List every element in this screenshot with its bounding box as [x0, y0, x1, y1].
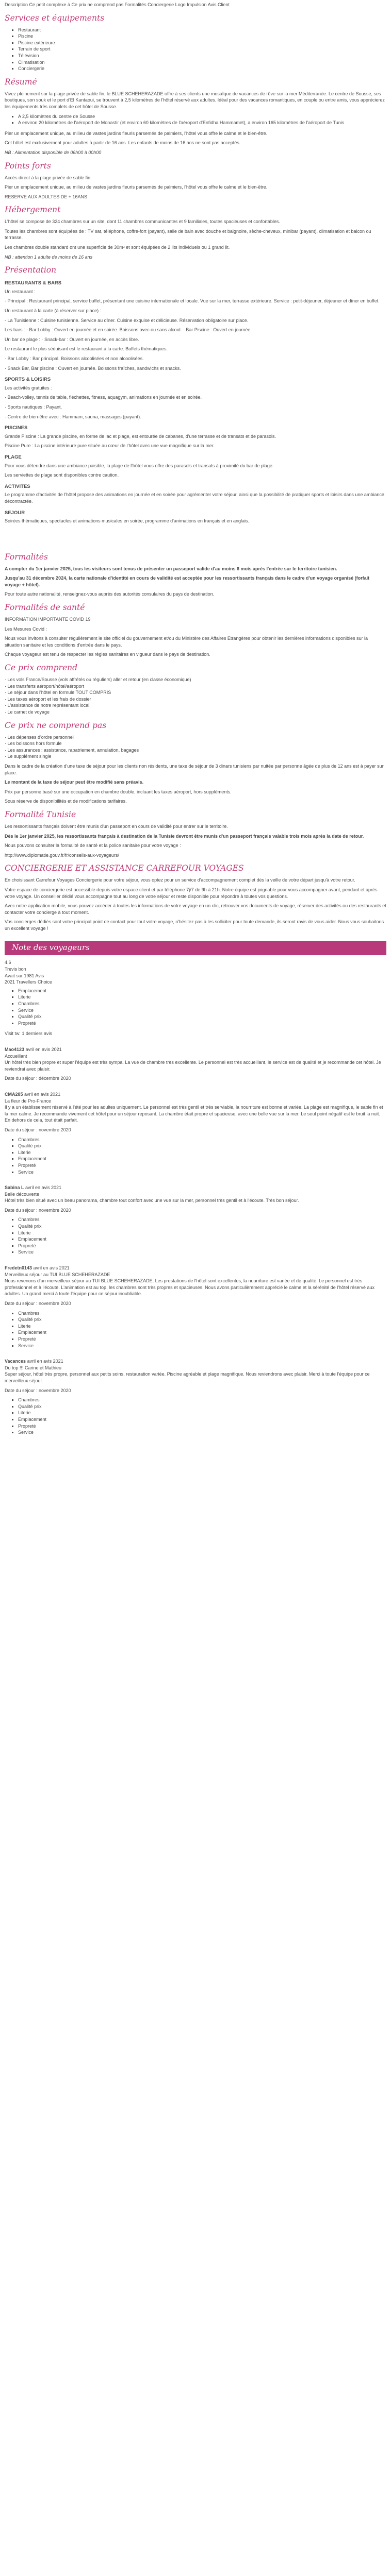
ne-comprend-item: · Les boissons hors formule — [5, 741, 62, 747]
tag: ▪ Literie — [18, 1410, 386, 1416]
review-title: Merveilleux séjour au TUI BLUE SCHEHERAZADE — [5, 1272, 110, 1277]
review-date-sejour: Date du séjour : novembre 2020 — [5, 1127, 71, 1132]
ce-prix-comprend-title: Ce prix comprend — [5, 663, 78, 673]
service-item: ▪ Terrain de sport — [18, 46, 386, 53]
tag: ▪ Literie — [18, 1149, 386, 1156]
tag: ▪ Chambres — [18, 1397, 386, 1403]
points-forts-title: Points forts — [5, 161, 51, 171]
resume-text: Cet hôtel est exclusivement pour adultes à partir de 16 ans. Les enfants de moins de 16 ans ne sont pas acceptés. — [5, 140, 241, 146]
sante-text: INFORMATION IMPORTANTE COVID 19 — [5, 617, 91, 622]
comprend-item: · Le carnet de voyage — [5, 709, 50, 715]
presentation-text: · Bar Lobby : Bar principal. Boissons alcoolisées et non alcoolisées. — [5, 356, 144, 361]
sante-text: Nous vous invitons à consulter régulièrement le site officiel du gouvernement et/ou du Ministère des Affaires Étrangères pour obtenir les dernières informations disponibles sur la situation sanitaire et les conditions d'entrée dans le pays. — [5, 636, 368, 648]
presentation-text: Les serviettes de plage sont disponibles contre caution. — [5, 472, 119, 478]
rating-label: Trevis bon — [5, 967, 26, 972]
formalites-sante-title: Formalités de santé — [5, 603, 85, 613]
review-tags — [5, 1216, 386, 1256]
tag: ▪ Qualité prix — [18, 1013, 386, 1020]
hebergement-text: Les chambres double standard ont une superficie de 30m² et sont équipées de 2 lits individuels ou 1 grand lit. — [5, 245, 230, 250]
review-date: avril en avis 2021 — [24, 1091, 61, 1097]
tunisie-text: Dès le 1er janvier 2025, les ressortissants français à destination de la Tunisie devront être munis d'un passeport français valable trois mois après la date de retour. — [5, 833, 364, 839]
rating-note: Visit tw: 1 derniers avis — [5, 1031, 52, 1037]
review-card — [5, 1358, 386, 1436]
review-date-sejour: Date du séjour : décembre 2020 — [5, 1076, 71, 1081]
review-date: avril en avis 2021 — [33, 1265, 70, 1271]
review-card — [5, 1046, 386, 1082]
service-item: ▪ Télévision — [18, 53, 386, 59]
review-tags — [5, 1397, 386, 1436]
tag: ▪ Propreté — [18, 1243, 386, 1249]
sejour-heading: SEJOUR — [5, 510, 25, 516]
tag: ▪ Propreté — [18, 1162, 386, 1169]
sante-text: Chaque voyageur est tenu de respecter les règles sanitaires en vigueur dans le pays de destination. — [5, 652, 210, 657]
notes-banner: Note des voyageurs — [5, 941, 386, 955]
sante-text: Les Mesures Covid : — [5, 626, 47, 632]
review-text: Hôtel très bien situé avec un beau panorama, chambre tout confort avec une vue sur la mer, personnel très gentil et à l'écoute. Très bon séjour. — [5, 1198, 299, 1204]
review-date-sejour: Date du séjour : novembre 2020 — [5, 1387, 71, 1393]
points-forts-text: Pier un emplacement unique, au milieu de vastes jardins fleuris parsemés de palmiers, l'hôtel vous offre le calme et le bien-être. — [5, 184, 268, 190]
hebergement-note: NB : attention 1 adulte de moins de 16 ans — [5, 254, 93, 260]
tag: ▪ Service — [18, 1429, 386, 1436]
presentation-text: · Snack Bar, Bar piscine : Ouvert en journée. Boissons fraîches, sandwichs et snacks. — [5, 365, 181, 371]
piscines-heading: PISCINES — [5, 425, 28, 431]
review-text: Super séjour, hôtel très propre, personnel aux petits soins, restauration variée. Piscine agréable et plage magnifique. Nous reviendrons avec plaisir. Merci à toute l'équipe pour ce merveilleux séjour. — [5, 1371, 370, 1383]
comprend-item: · Les taxes aéroport et les frais de dossier — [5, 696, 91, 702]
presentation-text: Pour vous détendre dans une ambiance paisible, la plage de l'hôtel vous offre des parasols et transats à proximité du bar de plage. — [5, 463, 274, 468]
review-title: La fleur de Pro-France — [5, 1098, 52, 1104]
review-title: Du top !!! Carine et Mathieu — [5, 1365, 62, 1370]
tunisie-text: Nous pouvons consulter la formalité de santé et la police sanitaire pour votre voyage : — [5, 843, 181, 849]
services-title: Services et équipements — [5, 13, 105, 23]
service-item: ▪ Conciergerie — [18, 65, 386, 72]
points-forts-text: RESERVE AUX ADULTES DE + 16ANS — [5, 194, 87, 199]
conciergerie-text: Vos concierges dédiés sont votre principal point de contact pour tout votre voyage, n'hésitez pas à les solliciter pour toute demande, ils seront ravis de vous aider. Nous vous souhaitons un excellent voyage ! — [5, 919, 384, 931]
resume-item: ▪ A environ 20 kilomètres de l'aéroport de Monastir (et environ 60 kilomètres de l'aéroport d'Enfidha Hammamet), a environ 165 kilomètres de l'aéroport de Tunis — [18, 120, 386, 126]
review-date-sejour: Date du séjour : novembre 2020 — [5, 1207, 71, 1213]
tag: ▪ Emplacement — [18, 1329, 386, 1336]
tag: ▪ Emplacement — [18, 1236, 386, 1243]
restaurants-heading: RESTAURANTS & BARS — [5, 280, 62, 286]
formalite-tunisie-title: Formalité Tunisie — [5, 809, 76, 819]
review-date: avril en avis 2021 — [25, 1185, 62, 1191]
tag: ▪ Emplacement — [18, 1156, 386, 1162]
review-date: avril en avis 2021 — [25, 1047, 62, 1052]
review-card — [5, 1091, 386, 1175]
tunisie-text: Les ressortissants français doivent être munis d'un passeport en cours de validité pour entrer sur le territoire. — [5, 823, 228, 829]
conciergerie-text: Votre espace de conciergerie est accessible depuis votre espace client et par téléphone 7j/7 de 9h à 21h. Notre équipe est joignable pour vous accompagner avant, pendant et après votre voyage. Un conseiller dédié vous accompagne tout au long de votre séjour et reste disponible pour répondre à toutes vos questions. — [5, 887, 378, 899]
activites-heading: ACTIVITES — [5, 483, 30, 489]
tag: ▪ Chambres — [18, 1216, 386, 1223]
tag: ▪ Literie — [18, 994, 386, 1001]
top-links[interactable]: Description Ce petit complexe à Ce prix ne comprend pas Formalités Conciergerie Logo Impulsion Avis Client — [5, 2, 230, 7]
review-date-sejour: Date du séjour : novembre 2020 — [5, 1301, 71, 1306]
presentation-text: Le restaurant le plus séduisant est le restaurant à la carte. Buffets thématiques. — [5, 346, 168, 352]
resume-list — [5, 113, 386, 126]
presentation-text: · Beach-volley, tennis de table, fléchettes, fitness, aquagym, animations en journée et en soirée. — [5, 395, 202, 400]
tag: ▪ Propreté — [18, 1336, 386, 1343]
conciergerie-text: En choisissant Carrefour Voyages Conciergerie pour votre séjour, vous optez pour un service d'accompagnement complet dès la veille de votre départ jusqu'à votre retour. — [5, 877, 355, 883]
presentation-text: Un restaurant : — [5, 289, 36, 294]
presentation-text: - Principal : Restaurant principal, service buffet, présentant une cuisine internationale et locale. Vue sur la mer, terrasse extérieure. Service : petit-déjeuner, déjeuner et dîner en buffet. — [5, 298, 380, 304]
formalites-text: A compter du 1er janvier 2025, tous les visiteurs sont tenus de présenter un passeport valide d'au moins 6 mois après l'entrée sur le territoire tunisien. — [5, 566, 337, 571]
conciergerie-title: CONCIERGERIE ET ASSISTANCE CARREFOUR VOYAGES — [5, 863, 244, 873]
ne-comprend-item: · Le supplément single — [5, 754, 52, 759]
tag: ▪ Literie — [18, 1230, 386, 1236]
presentation-title: Présentation — [5, 265, 57, 275]
ne-comprend-text: Dans le cadre de la création d'une taxe de séjour pour les clients non résidents, une taxe de séjour de 3 dinars tunisiens par nuitée par personne âgée de plus de 12 ans est à payer sur place. — [5, 763, 384, 775]
review-card — [5, 1184, 386, 1256]
formalites-text: Jusqu'au 31 décembre 2024, la carte nationale d'identité en cours de validité est acceptée pour les ressortissants français dans le cadre d'un voyage organisé (forfait voyage + hôtel). — [5, 575, 370, 587]
comprend-item: · Les vols France/Sousse (vols affrétés ou réguliers) aller et retour (en classe économique) — [5, 677, 191, 683]
presentation-text: Piscine Pure : La piscine intérieure pure située au cœur de l'hôtel avec une vue magnifique sur la mer. — [5, 443, 215, 449]
ne-comprend-item: · Les assurances : assistance, rapatriement, annulation, bagages — [5, 747, 139, 753]
presentation-text: Grande Piscine : La grande piscine, en forme de lac et plage, est entourée de cabanes, d'une terrasse et de transats et de parasols. — [5, 433, 276, 439]
hebergement-title: Hébergement — [5, 205, 61, 215]
review-title: Belle découverte — [5, 1191, 40, 1197]
presentation-text: Un bar de plage : · Snack-bar : Ouvert en journée, en accès libre. — [5, 336, 139, 342]
resume-text: Pier un emplacement unique, au milieu de vastes jardins fleuris parsemés de palmiers, l'hôtel vous offre le calme et le bien-être. — [5, 130, 268, 136]
presentation-text: Soirées thématiques, spectacles et animations musicales en soirée, programme d'animations en français et en anglais. — [5, 518, 249, 524]
review-summary — [5, 959, 386, 1037]
resume-note: NB : Alimentation disponible de 06h00 à 00h00 — [5, 149, 102, 155]
tag: ▪ Emplacement — [18, 988, 386, 994]
formalites-title: Formalités — [5, 552, 48, 562]
ne-comprend-text: Le montant de la taxe de séjour peut être modifié sans préavis. — [5, 779, 144, 785]
comprend-item: · Les transferts aéroport/hôtel/aéroport — [5, 683, 85, 689]
presentation-text: Un restaurant à la carte (à réserver sur place) : — [5, 308, 102, 314]
presentation-text: Les bars : - Bar Lobby : Ouvert en journée et en soirée. Boissons avec ou sans alcool. · Bar Piscine : Ouvert en journée. — [5, 327, 252, 333]
formalites-text: Pour toute autre nationalité, renseignez-vous auprès des autorités consulaires du pays de destination. — [5, 591, 215, 597]
hebergement-text: Toutes les chambres sont équipées de : TV sat, téléphone, coffre-fort (payant), salle de bain avec douche et baignoire, sèche-cheveux, minibar (payant), climatisation et balcon ou terrasse. — [5, 228, 371, 241]
tag: ▪ Qualité prix — [18, 1223, 386, 1230]
tag: ▪ Service — [18, 1007, 386, 1014]
sports-heading: SPORTS & LOISIRS — [5, 377, 51, 383]
tag: ▪ Service — [18, 1249, 386, 1256]
review-tags — [5, 1137, 386, 1176]
conciergerie-text: Avec notre application mobile, vous pouvez accéder à toutes les informations de votre voyage en un clic, retrouver vos documents de voyage, réserver des activités ou des restaurants et contacter votre concierge à tout moment. — [5, 903, 386, 915]
review-text: Nous revenons d'un merveilleux séjour au TUI BLUE SCHEHERAZADE. Les prestations de l'hôtel sont excellentes, la nourriture est variée et de qualité. Le personnel est très professionnel et à l'écoute. L'animation est au top, les chambres sont très propres et spacieuses. Nous avons particulièrement apprécié le calme et la sérénité de l'hôtel réservé aux adultes. Un grand merci à toute l'équipe pour ce séjour inoubliable. — [5, 1278, 375, 1297]
ne-comprend-item: · Les dépenses d'ordre personnel — [5, 734, 74, 740]
review-tags — [5, 1310, 386, 1349]
review-text: Un hôtel très bien propre et super l'équipe est très sympa. La vue de chambre très excellente. Le personnel est très accueillant, le service est de qualité et je recommande cet hôtel. Je reviendrai avec plaisir. — [5, 1060, 381, 1072]
review-author: CMA285 — [5, 1091, 23, 1097]
presentation-text: · Sports nautiques : Payant. — [5, 404, 62, 410]
tag: ▪ Qualité prix — [18, 1143, 386, 1149]
review-date: avril en avis 2021 — [27, 1359, 63, 1364]
ne-comprend-text: Sous réserve de disponibilités et de modifications tarifaires. — [5, 799, 127, 804]
comprend-item: · Le séjour dans l'hôtel en formule TOUT COMPRIS — [5, 690, 111, 696]
plage-heading: PLAGE — [5, 454, 22, 460]
tag: ▪ Chambres — [18, 1001, 386, 1007]
tag: ▪ Literie — [18, 1323, 386, 1330]
rating-value: 4.6 — [5, 960, 11, 965]
review-text: Il y a un établissement réservé à l'été pour les adultes uniquement. Le personnel est très gentil et très serviable, la nourriture est bonne et variée. La plage est magnifique, le sable fin et la mer calme. Je recommande vivement cet hôtel pour un séjour reposant. La chambre était propre et spacieuse, avec une belle vue sur la mer. Le seul point négatif est le bruit la nuit. En dehors de cela, tout était parfait. — [5, 1105, 383, 1123]
tag: ▪ Qualité prix — [18, 1403, 386, 1410]
hebergement-text: L'hôtel se compose de 324 chambres sur un site, dont 11 chambres communicantes et 9 familiales, toutes spacieuses et confortables. — [5, 219, 280, 225]
points-forts-text: Accès direct à la plage privée de sable fin — [5, 175, 91, 180]
service-item: ▪ Climatisation — [18, 59, 386, 66]
ce-prix-ne-comprend-title: Ce prix ne comprend pas — [5, 720, 107, 730]
tunisie-link[interactable]: http://www.diplomatie.gouv.fr/fr/conseils-aux-voyageurs/ — [5, 852, 119, 858]
presentation-text: - La Tunisienne : Cuisine tunisienne. Service au dîner. Cuisine exquise et délicieuse. Réservation obligatoire sur place. — [5, 317, 249, 323]
tag: ▪ Chambres — [18, 1137, 386, 1143]
service-item: ▪ Restaurant — [18, 27, 386, 33]
tag: ▪ Service — [18, 1343, 386, 1349]
presentation-text: Le programme d'activités de l'hôtel propose des animations en journée et en soirée pour agrémenter votre séjour, ainsi que la possibilité de pratiquer sports et loisirs dans une ambiance décontractée. — [5, 492, 384, 504]
rating-tags — [5, 988, 386, 1027]
resume-text: Vivez pleinement sur la plage privée de sable fin, le BLUE SCHEHERAZADE offre à ses clients une mosaïque de vacances de rêve sur la mer Méditerranée. Le centre de Sousse, ses boutiques, son souk et le port d'El Kantaoui, se trouvent à 2,5 kilomètres de l'hôtel réservé aux adultes. Idéal pour des vacances romantiques, en couple ou entre amis, vous apprécierez les équipements très complets de cet hôtel de Sousse. — [5, 91, 385, 109]
tag: ▪ Qualité prix — [18, 1316, 386, 1323]
service-item: ▪ Piscine — [18, 33, 386, 40]
review-author: Vacances — [5, 1359, 26, 1364]
presentation-text: · Centre de bien-être avec : Hammam, sauna, massages (payant). — [5, 414, 141, 419]
rating-count: Avait sur 1981 Avis — [5, 973, 44, 978]
tag: ▪ Propreté — [18, 1423, 386, 1430]
review-card — [5, 1265, 386, 1349]
tag: ▪ Emplacement — [18, 1416, 386, 1423]
review-author: Fredetn0143 — [5, 1265, 32, 1271]
resume-item: ▪ A 2,5 kilomètres du centre de Sousse — [18, 113, 386, 120]
services-list — [5, 27, 386, 72]
review-author: Sabina L — [5, 1185, 24, 1191]
tag: ▪ Chambres — [18, 1310, 386, 1317]
ne-comprend-text: Prix par personne basé sur une occupation en chambre double, incluant les taxes aéroport, hors suppléments. — [5, 789, 232, 794]
tag: ▪ Propreté — [18, 1020, 386, 1027]
presentation-text: Les activités gratuites : — [5, 385, 52, 391]
resume-title: Résumé — [5, 77, 37, 87]
rating-source: 2021 Travellers Choice — [5, 979, 53, 985]
comprend-item: · L'assistance de notre représentant local — [5, 703, 90, 708]
service-item: ▪ Piscine extérieure — [18, 40, 386, 46]
review-author: Mao4123 — [5, 1047, 25, 1052]
review-title: Accueillant — [5, 1053, 27, 1059]
tag: ▪ Service — [18, 1169, 386, 1176]
